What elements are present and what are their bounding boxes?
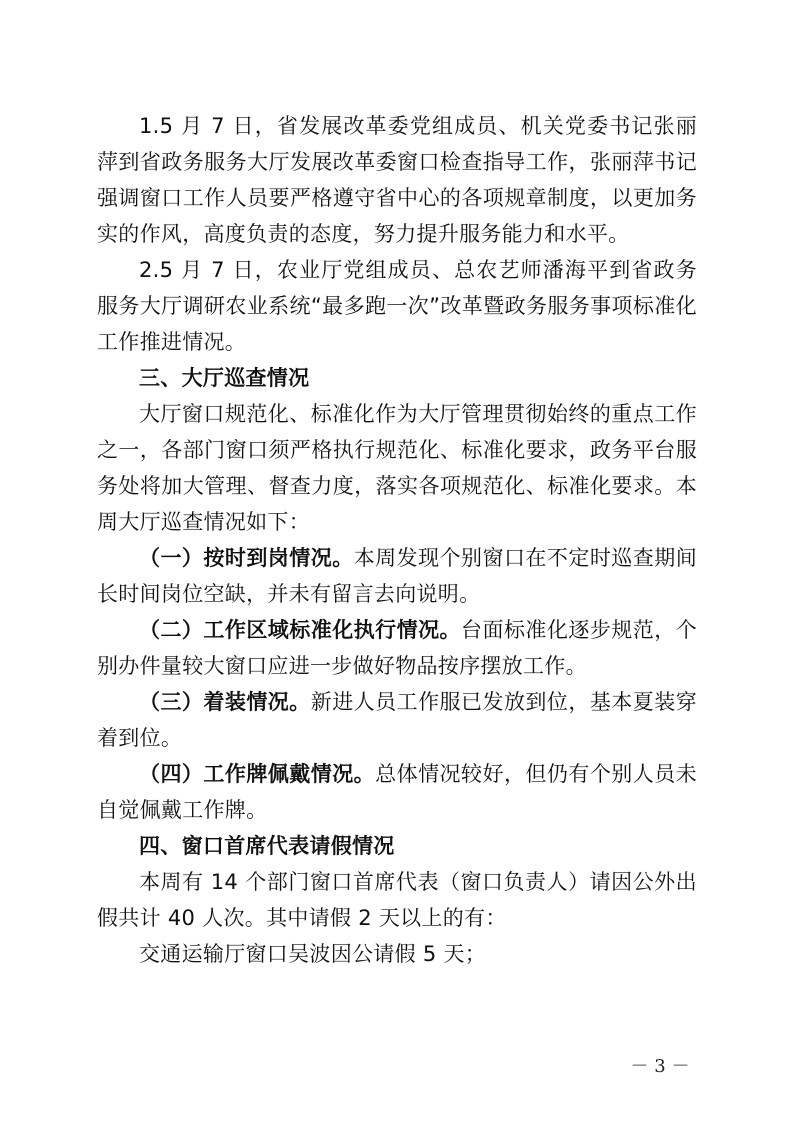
paragraph-leave-detail: 交通运输厅窗口吴波因公请假 5 天； xyxy=(139,942,487,966)
paragraph-item-2: 2.5 月 7 日，农业厅党组成员、总农艺师潘海平到省政务服务大厅调研农业系统“最多跑一次”改革暨政务服务事项标准化工作推进情况。 xyxy=(97,258,697,354)
inspection-item-3 xyxy=(97,684,697,756)
inspection-item-4-title: （四）工作牌佩戴情况。 xyxy=(139,762,376,786)
section-heading-3: 三、大厅巡查情况 xyxy=(139,366,310,390)
inspection-item-3-title: （三）着装情况。 xyxy=(139,690,311,714)
paragraph-item-1: 1.5 月 7 日，省发展改革委党组成员、机关党委书记张丽萍到省政务服务大厅发展改革委窗口检查指导工作，张丽萍书记强调窗口工作人员要严格遵守省中心的各项规章制度，以更加务实的作风，高度负责的态度，努力提升服务能力和水平。 xyxy=(97,114,697,246)
paragraph-leave-summary: 本周有 14 个部门窗口首席代表（窗口负责人）请因公外出假共计 40 人次。其中请假 2 天以上的有： xyxy=(97,870,697,930)
inspection-item-1-title: （一）按时到岗情况。 xyxy=(139,546,354,570)
paragraph-hall-inspection: 大厅窗口规范化、标准化作为大厅管理贯彻始终的重点工作之一，各部门窗口须严格执行规范化、标准化要求，政务平台服务处将加大管理、督查力度，落实各项规范化、标准化要求。本周大厅巡查情况如下： xyxy=(97,402,697,534)
inspection-item-1 xyxy=(97,540,697,612)
inspection-item-1-text: 本周发现个别窗口在不定时巡查期间长时间岗位空缺，并未有留言去向说明。 xyxy=(97,546,697,606)
inspection-item-4-text: 总体情况较好，但仍有个别人员未自觉佩戴工作牌。 xyxy=(97,762,697,822)
inspection-item-3-text: 新进人员工作服已发放到位，基本夏装穿着到位。 xyxy=(97,690,697,750)
inspection-item-2 xyxy=(97,612,697,684)
inspection-item-4 xyxy=(97,756,697,828)
page-number: － 3 － xyxy=(630,1056,690,1077)
inspection-item-2-text: 台面标准化逐步规范，个别办件量较大窗口应进一步做好物品按序摆放工作。 xyxy=(97,618,697,678)
section-heading-4: 四、窗口首席代表请假情况 xyxy=(139,834,395,858)
document-page xyxy=(97,108,697,972)
inspection-item-2-title: （二）工作区域标准化执行情况。 xyxy=(139,618,462,642)
